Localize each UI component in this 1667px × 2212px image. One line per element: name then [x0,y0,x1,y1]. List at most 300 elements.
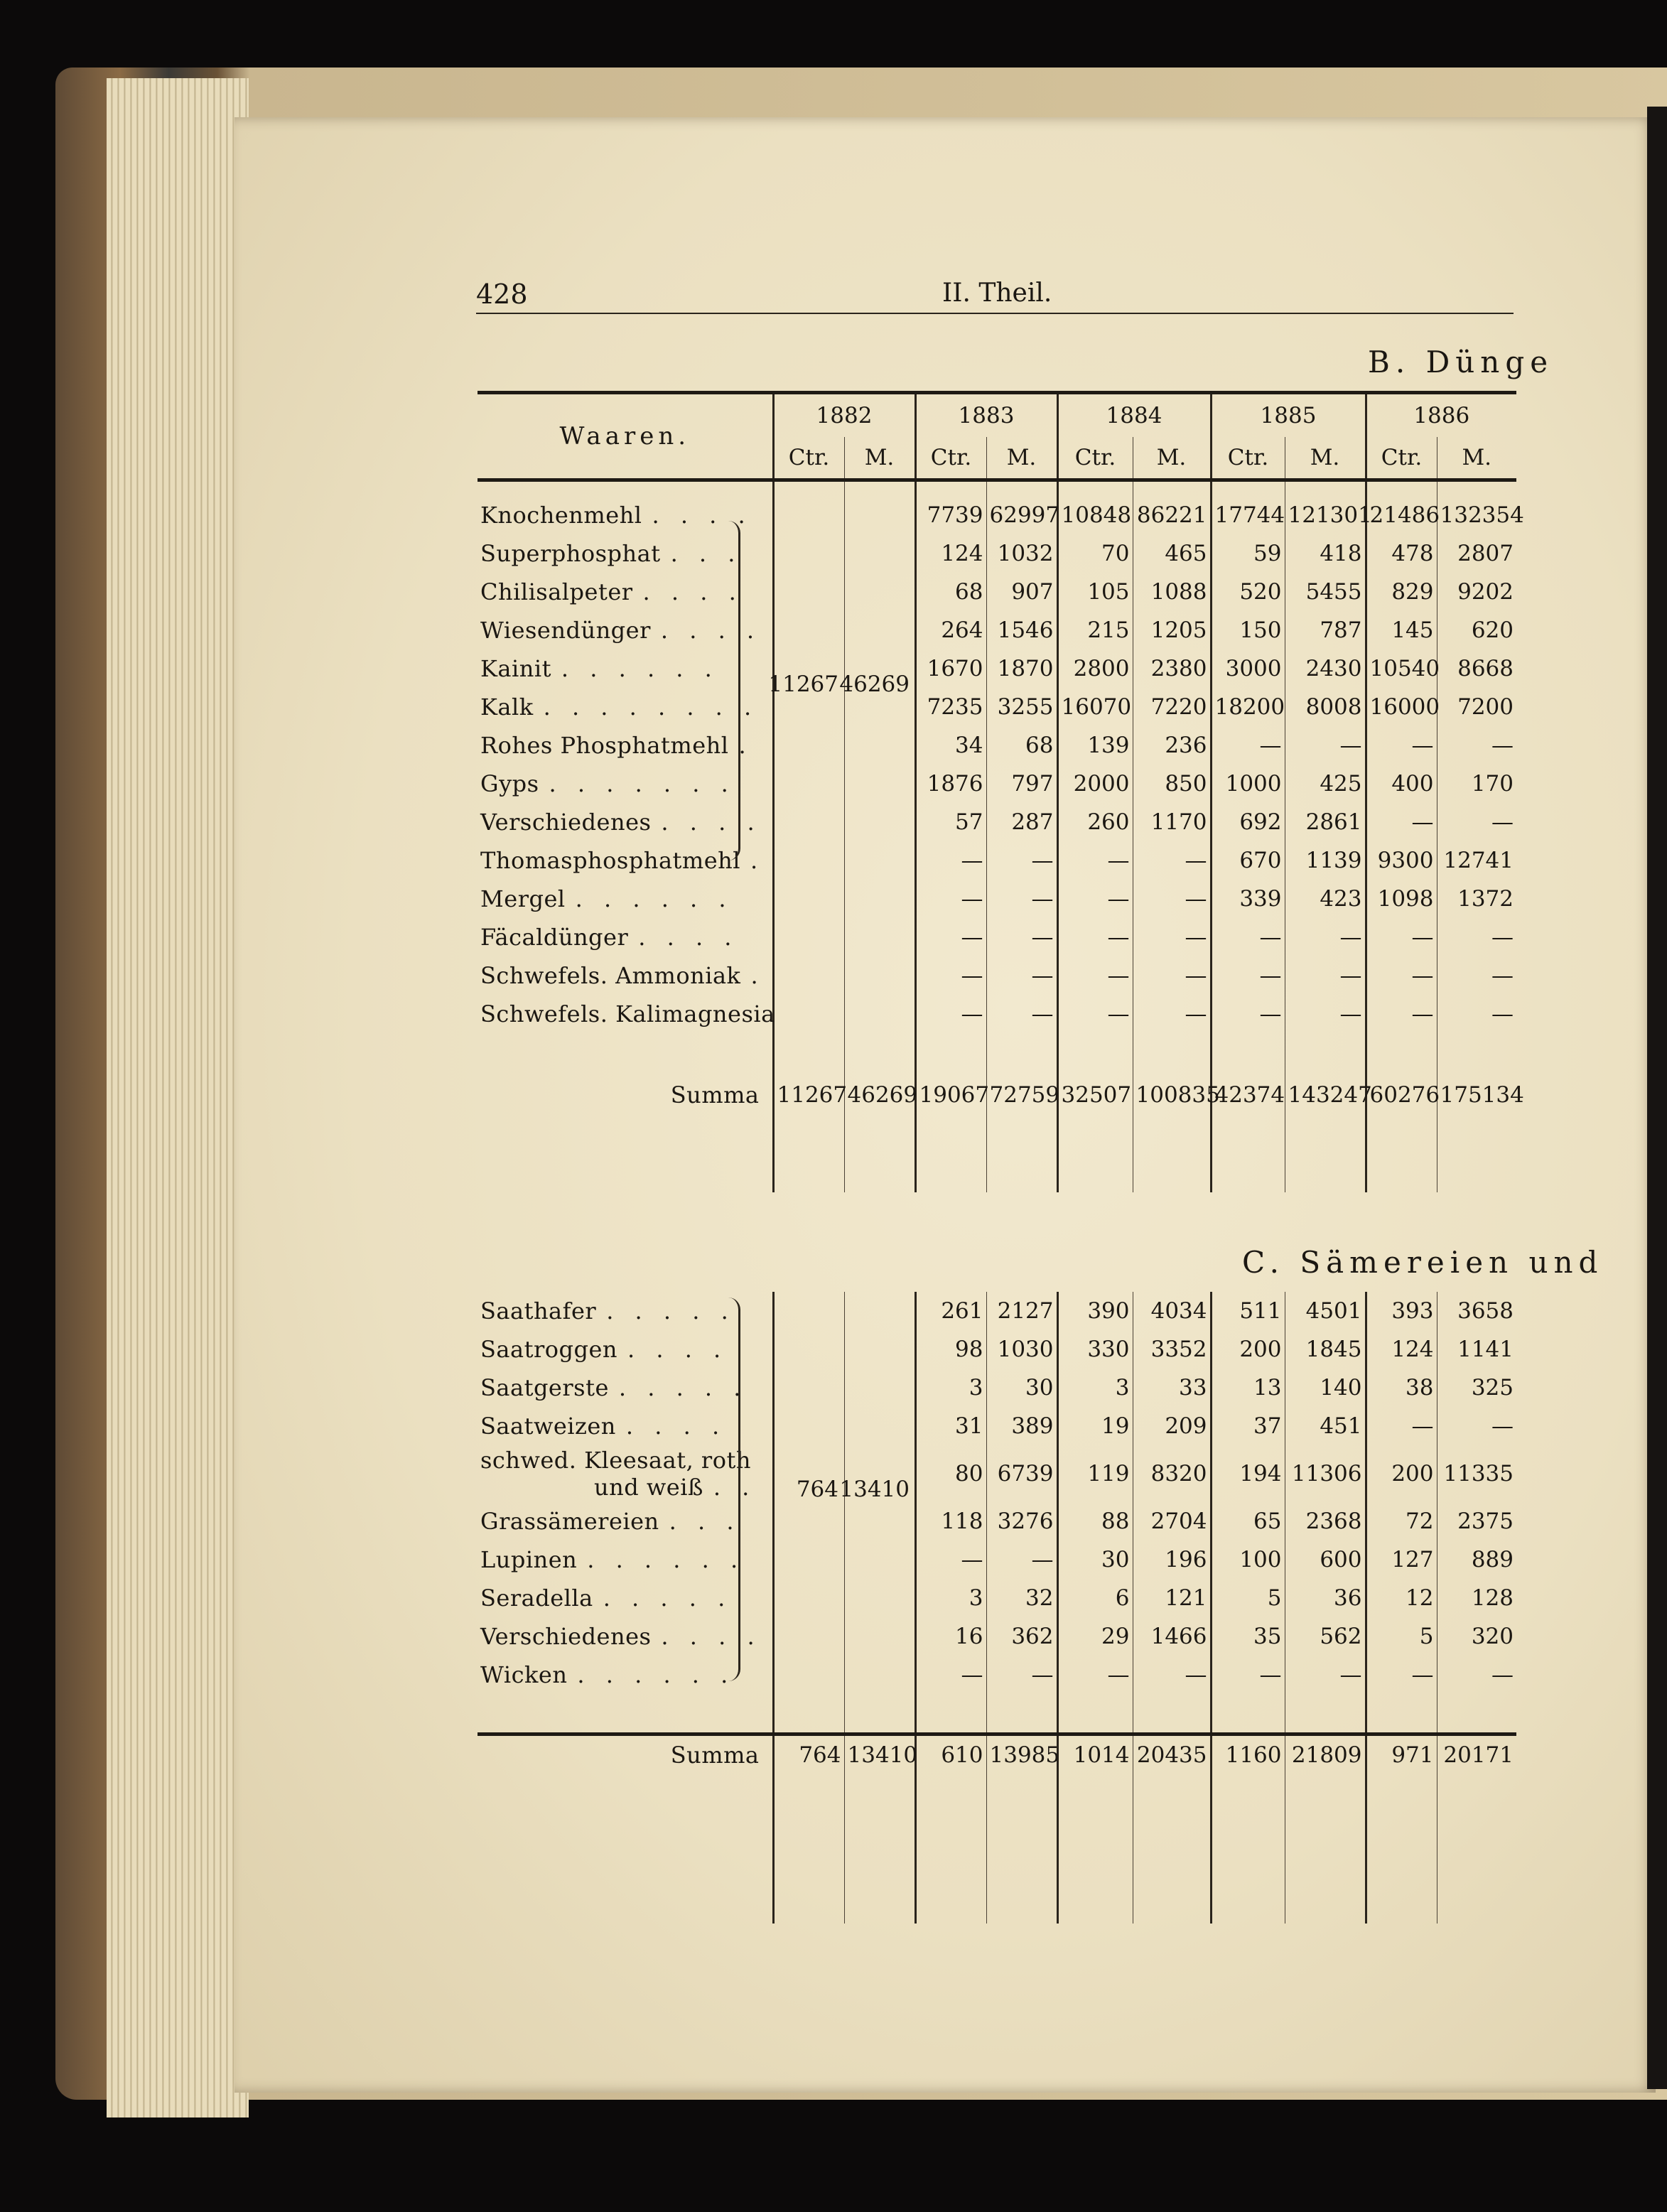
table-row [478,1656,1516,1694]
table-cell: 17744 [1211,480,1285,535]
seeds-table [478,1292,1516,1924]
leader-dots: . [750,847,765,874]
table-cell: — [1133,956,1211,995]
table-cell: 1088 [1133,573,1211,611]
table-cell: 37 [1211,1407,1285,1445]
table-cell: — [1211,956,1285,995]
table-cell: 1141 [1437,1330,1516,1369]
table-cell [773,1407,844,1445]
table-cell: 35 [1211,1617,1285,1656]
table-cell: — [915,880,986,918]
table-cell: 132354 [1437,480,1516,535]
table-cell: — [1366,1407,1437,1445]
table-cell: 1372 [1437,880,1516,918]
summa-cell: 42374 [1211,1076,1285,1114]
table-cell: 1000 [1211,765,1285,803]
table-cell: 70 [1057,534,1133,573]
table-cell: 8008 [1285,688,1366,726]
summa-cell: 610 [915,1734,986,1775]
table-cell: — [1133,880,1211,918]
unit-header-ctr: Ctr. [1211,437,1285,480]
table-cell: 5455 [1285,573,1366,611]
summa-cell: 971 [1366,1734,1437,1775]
binding-gutter [1647,107,1667,2089]
table-cell: 2800 [1057,649,1133,688]
table-cell: 3352 [1133,1330,1211,1369]
table-cell [773,611,844,649]
table-cell: 400 [1366,765,1437,803]
table-cell: — [1437,918,1516,956]
summa-cell: 46269 [844,1076,915,1114]
leader-dots: . . . . [652,502,752,529]
table-cell: 2368 [1285,1502,1366,1541]
table-row [478,1407,1516,1445]
table-cell: — [915,995,986,1033]
grouping-brace [728,1297,740,1681]
row-label-text: Chilisalpeter [480,578,633,605]
table-cell [773,1502,844,1541]
table-cell: 57 [915,803,986,841]
table-cell: — [1057,995,1133,1033]
leader-dots: . . . . . . . [549,770,735,797]
summa-cell: 11267 [773,1076,844,1114]
row-label-text: Fäcaldünger [480,924,629,951]
leader-dots: . . . . . [603,1585,733,1612]
table-cell: 8668 [1437,649,1516,688]
table-cell [844,1330,915,1369]
table-cell [773,1330,844,1369]
summa-row [478,1734,1516,1775]
row-label-text: Verschiedenes [480,809,652,836]
table-cell: 850 [1133,765,1211,803]
row-label-text: Kalk [480,694,534,721]
fertilizer-table [478,391,1524,1192]
merged-value-1882-ctr: 11267 [768,671,838,697]
table-cell [844,1407,915,1445]
table-cell: 261 [915,1292,986,1330]
row-label-text: Seradella [480,1585,593,1612]
table-cell: 620 [1437,611,1516,649]
table-cell: 3276 [986,1502,1057,1541]
table-cell: — [915,1541,986,1579]
table-cell [844,803,915,841]
table-cell: 32 [986,1579,1057,1617]
table-cell: — [915,956,986,995]
table-cell: 100 [1211,1541,1285,1579]
table-cell: 325 [1437,1369,1516,1407]
table-row [478,534,1516,573]
unit-header-m: M. [1285,437,1366,480]
unit-header-m: M. [986,437,1057,480]
row-label-text: Saathafer [480,1297,597,1324]
table-cell: 12 [1366,1579,1437,1617]
table-cell: 200 [1366,1445,1437,1502]
table-cell: 787 [1285,611,1366,649]
page-stack-edge [107,78,249,2117]
summa-cell: 32507 [1057,1076,1133,1114]
table-cell: 3 [1057,1369,1133,1407]
leader-dots: . . . . . . . . [543,694,759,721]
summa-cell: 143247 [1285,1076,1366,1114]
summa-cell: 20435 [1133,1734,1211,1775]
table-cell: 18200 [1211,688,1285,726]
table-row [478,1330,1516,1369]
table-cell [773,534,844,573]
table-cell: 34 [915,726,986,765]
table-cell [844,880,915,918]
table-cell: 692 [1211,803,1285,841]
table-cell: 88 [1057,1502,1133,1541]
row-label [478,995,773,1033]
summa-cell: 72759 [986,1076,1057,1114]
table-cell: — [1057,956,1133,995]
table-cell: 1139 [1285,841,1366,880]
table-cell: 5 [1366,1617,1437,1656]
summa-cell: 764 [773,1734,844,1775]
table-row [478,1579,1516,1617]
table-cell [844,611,915,649]
table-cell: 16070 [1057,688,1133,726]
table-cell [844,726,915,765]
table-cell: 6 [1057,1579,1133,1617]
table-cell: — [1437,956,1516,995]
summa-cell: 1160 [1211,1734,1285,1775]
table-cell: — [986,1541,1057,1579]
table-cell: 30 [986,1369,1057,1407]
table-cell: 98 [915,1330,986,1369]
table-cell: 1032 [986,534,1057,573]
leader-dots: . . . . [625,1413,727,1440]
table-cell: — [1437,1656,1516,1694]
table-cell: 797 [986,765,1057,803]
table-cell [773,480,844,535]
table-cell: 30 [1057,1541,1133,1579]
table-cell: 7739 [915,480,986,535]
table-cell [773,1617,844,1656]
table-cell: — [915,841,986,880]
summa-cell: 60276 [1366,1076,1437,1114]
table-cell: 29 [1057,1617,1133,1656]
table-cell: — [986,956,1057,995]
table-cell: 33 [1133,1369,1211,1407]
table-cell: 9202 [1437,573,1516,611]
table-cell: 215 [1057,611,1133,649]
summa-cell: 100835 [1133,1076,1211,1114]
table-cell: 2380 [1133,649,1211,688]
table-cell: — [1285,726,1366,765]
table-cell: 72 [1366,1502,1437,1541]
table-cell [844,1502,915,1541]
row-label [478,880,773,918]
table-cell: 145 [1366,611,1437,649]
table-cell: 423 [1285,880,1366,918]
leader-dots: . . . [670,540,743,567]
table-cell: 1030 [986,1330,1057,1369]
table-row [478,649,1516,688]
row-label-text: Superphosphat [480,540,661,567]
table-row [478,611,1516,649]
table-cell: 19 [1057,1407,1133,1445]
summa-cell: 21809 [1285,1734,1366,1775]
table-cell: — [1366,956,1437,995]
table-cell: 2861 [1285,803,1366,841]
table-cell [844,1369,915,1407]
leader-dots: . . . . [661,809,762,836]
year-header: 1886 [1366,393,1516,438]
row-label-text: Lupinen [480,1546,578,1573]
row-label-text: Schwefels. Ammoniak [480,962,741,989]
page-number: 428 [476,279,528,310]
table-cell: 4034 [1133,1292,1211,1330]
summa-cell: 13410 [844,1734,915,1775]
table-cell: 124 [1366,1330,1437,1369]
table-cell: 128 [1437,1579,1516,1617]
row-label-text: Saatgerste [480,1374,609,1401]
table-cell: 2807 [1437,534,1516,573]
table-cell: 287 [986,803,1057,841]
table-cell: 7200 [1437,688,1516,726]
table-cell [844,1579,915,1617]
leader-dots: . [738,732,753,759]
table-cell: 670 [1211,841,1285,880]
table-cell [844,765,915,803]
table-cell: 7235 [915,688,986,726]
table-row [478,803,1516,841]
table-cell: — [1133,918,1211,956]
table-cell: 3 [915,1369,986,1407]
table-cell: — [1211,726,1285,765]
table-cell: 59 [1211,534,1285,573]
row-label [478,918,773,956]
row-label-text: Kainit [480,655,551,682]
unit-header-ctr: Ctr. [915,437,986,480]
table-cell [773,726,844,765]
table-cell [844,1541,915,1579]
table-cell [773,1369,844,1407]
summa-label: Summa [670,1081,760,1108]
table-row [478,1617,1516,1656]
table-cell: — [1285,956,1366,995]
table-cell: 16 [915,1617,986,1656]
leader-dots: . . . . [661,1623,762,1650]
unit-header-ctr: Ctr. [773,437,844,480]
table-cell [844,956,915,995]
leader-dots: . . [713,1474,757,1501]
table-cell: 3658 [1437,1292,1516,1330]
table-cell: 140 [1285,1369,1366,1407]
table-cell [773,803,844,841]
table-cell [773,841,844,880]
leader-dots: . . . . . . [587,1546,745,1573]
table-cell: 362 [986,1617,1057,1656]
table-cell [844,480,915,535]
summa-label: Summa [670,1742,760,1769]
table-cell: 339 [1211,880,1285,918]
table-cell: 907 [986,573,1057,611]
leader-dots: . . . . . . [561,655,719,682]
row-label [478,956,773,995]
leader-dots [775,1000,785,1027]
table-cell: 127 [1366,1541,1437,1579]
table-cell: 170 [1437,765,1516,803]
year-header: 1883 [915,393,1057,438]
row-label-text: und weiß [594,1474,703,1501]
table-row [478,688,1516,726]
table-cell: 1876 [915,765,986,803]
table-cell: 38 [1366,1369,1437,1407]
table-cell: 118 [915,1502,986,1541]
grouping-brace [728,521,740,860]
table-cell: — [1285,1656,1366,1694]
table-cell: 2127 [986,1292,1057,1330]
table-cell: 1466 [1133,1617,1211,1656]
table-cell: 260 [1057,803,1133,841]
table-cell: 11306 [1285,1445,1366,1502]
column-header-waren: Waaren. [559,422,691,451]
leader-dots: . . . . . [618,1374,748,1401]
table-cell: — [986,995,1057,1033]
table-cell: — [1437,803,1516,841]
summa-cell: 19067 [915,1076,986,1114]
table-cell: 68 [915,573,986,611]
leader-dots: . [750,962,765,989]
table-cell: 10540 [1366,649,1437,688]
table-cell: — [1057,1656,1133,1694]
table-cell: 139 [1057,726,1133,765]
table-cell: 1098 [1366,880,1437,918]
table-cell: 194 [1211,1445,1285,1502]
table-cell: 478 [1366,534,1437,573]
table-cell: 21486 [1366,480,1437,535]
table-cell: 320 [1437,1617,1516,1656]
table-cell: 6739 [986,1445,1057,1502]
table-cell: — [986,880,1057,918]
row-label-text: Schwefels. Kalimagnesia [480,1000,775,1027]
summa-cell: 20171 [1437,1734,1516,1775]
table-cell: 2430 [1285,649,1366,688]
table-cell: 121301 [1285,480,1366,535]
table-row [478,1369,1516,1407]
table-cell: 2000 [1057,765,1133,803]
table-cell [844,573,915,611]
unit-header-m: M. [1133,437,1211,480]
table-cell [844,995,915,1033]
leader-dots: . . . . [660,617,762,644]
table-cell: — [1211,918,1285,956]
table-row [478,1541,1516,1579]
table-cell: 65 [1211,1502,1285,1541]
table-cell: 1870 [986,649,1057,688]
table-cell: 330 [1057,1330,1133,1369]
table-row [478,765,1516,803]
table-cell: 62997 [986,480,1057,535]
table-cell: 2704 [1133,1502,1211,1541]
table-cell: — [1366,995,1437,1033]
spacer-row [478,1033,1516,1076]
table-cell: — [1437,1407,1516,1445]
row-label-text: Mergel [480,885,566,912]
table-cell: 3255 [986,688,1057,726]
table-cell [773,1541,844,1579]
table-cell: 5 [1211,1579,1285,1617]
summa-cell: 13985 [986,1734,1057,1775]
row-label-text: Saatweizen [480,1413,616,1440]
table-cell: 12741 [1437,841,1516,880]
table-cell: 196 [1133,1541,1211,1579]
table-cell: 520 [1211,573,1285,611]
table-cell: 7220 [1133,688,1211,726]
table-cell: 2375 [1437,1502,1516,1541]
table-cell: 11335 [1437,1445,1516,1502]
table-row [478,956,1516,995]
table-cell [844,918,915,956]
table-row [478,918,1516,956]
merged-value-1882-m: 13410 [839,1477,910,1502]
table-cell [844,1292,915,1330]
table-row [478,573,1516,611]
table-cell: — [1057,841,1133,880]
table-cell: — [915,1656,986,1694]
table-cell: — [1133,841,1211,880]
table-cell: — [915,918,986,956]
table-cell: 124 [915,534,986,573]
table-cell: 3 [915,1579,986,1617]
table-cell: 451 [1285,1407,1366,1445]
row-label-text: Wiesendünger [480,617,651,644]
table-cell: 3000 [1211,649,1285,688]
table-cell: 1845 [1285,1330,1366,1369]
table-cell [773,1656,844,1694]
table-cell [773,956,844,995]
table-cell: 264 [915,611,986,649]
table-cell: 8320 [1133,1445,1211,1502]
table-cell: 1546 [986,611,1057,649]
spacer-row [478,1114,1516,1192]
table-cell: 31 [915,1407,986,1445]
year-header: 1884 [1057,393,1211,438]
unit-header-m: M. [1437,437,1516,480]
table-cell: 236 [1133,726,1211,765]
row-label-text: Verschiedenes [480,1623,652,1650]
table-cell: — [1285,918,1366,956]
table-cell: 389 [986,1407,1057,1445]
merged-value-1882-m: 46269 [839,671,910,697]
table-cell: 68 [986,726,1057,765]
table-cell: — [1366,726,1437,765]
table-cell: — [1366,1656,1437,1694]
table-cell: — [1211,1656,1285,1694]
table-cell: 105 [1057,573,1133,611]
row-label-text: Saatroggen [480,1336,618,1363]
leader-dots: . . . . . [606,1297,735,1324]
spacer-row [478,1694,1516,1734]
table-row [478,726,1516,765]
table-cell: — [1366,918,1437,956]
table-cell: 829 [1366,573,1437,611]
spacer-row [478,1774,1516,1924]
header-rule [476,313,1514,314]
table-cell: 36 [1285,1579,1366,1617]
table-cell: 86221 [1133,480,1211,535]
table-cell: 465 [1133,534,1211,573]
row-label-text: Rohes Phosphatmehl [480,732,729,759]
table-cell: 119 [1057,1445,1133,1502]
table-cell: 16000 [1366,688,1437,726]
table-cell: 1170 [1133,803,1211,841]
table-cell: 562 [1285,1617,1366,1656]
table-cell: — [1437,726,1516,765]
table-cell: 425 [1285,765,1366,803]
